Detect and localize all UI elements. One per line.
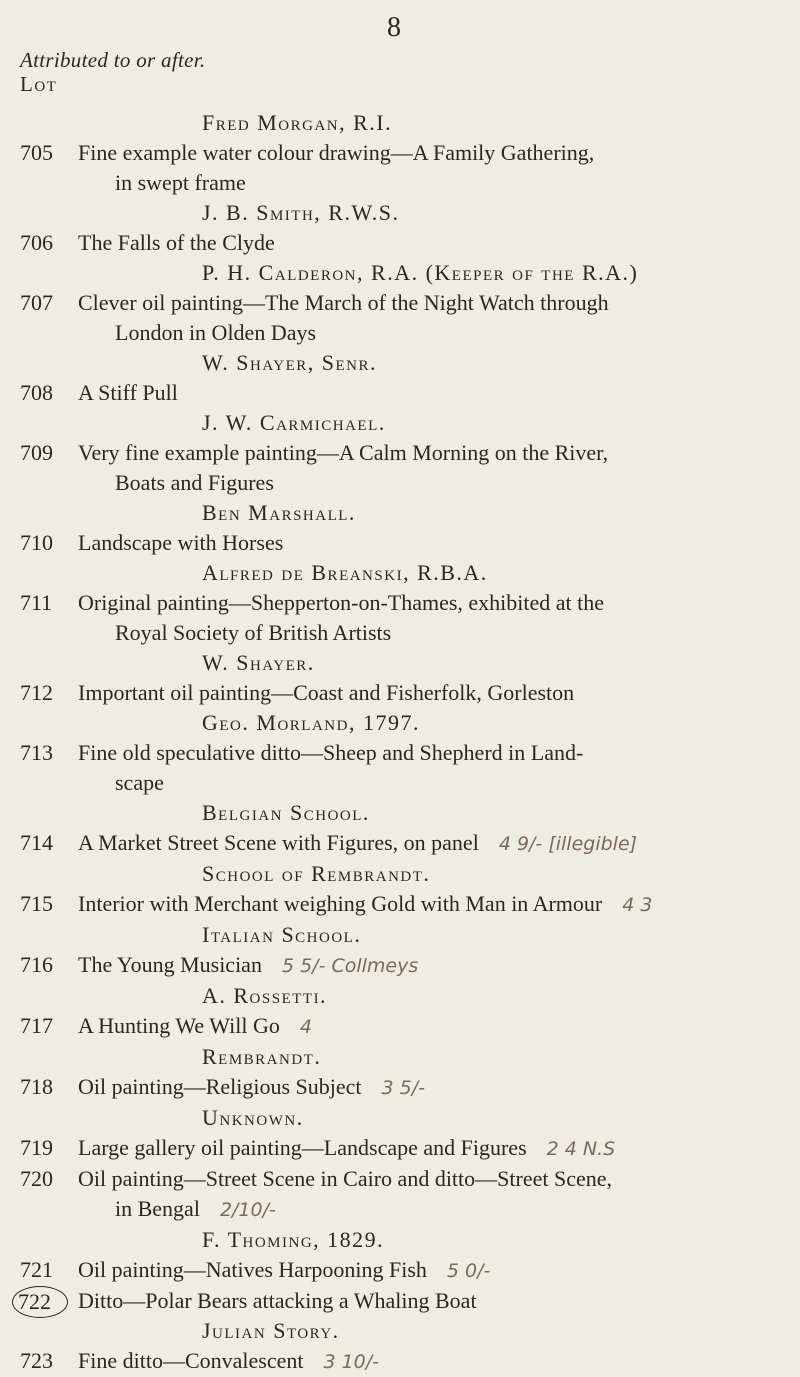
- lot-description: A Hunting We Will Go 4: [78, 1013, 312, 1038]
- lot-description: Clever oil painting—The March of the Night Watch through: [78, 290, 609, 315]
- handwritten-price-note: 2 4 N.S: [546, 1138, 616, 1160]
- lot-description-continued: in Bengal 2/10/-: [115, 1196, 276, 1221]
- lot-number: 713: [20, 740, 53, 765]
- lot-description: Very fine example painting—A Calm Morning on the River,: [78, 440, 609, 465]
- lot-entry: [20, 1255, 780, 1286]
- lot-entry: [20, 528, 780, 558]
- lot-description: A Stiff Pull: [78, 380, 178, 405]
- handwritten-price-note: 5 0/-: [446, 1260, 491, 1282]
- lot-description: Fine example water colour drawing—A Family Gathering,: [78, 140, 595, 165]
- lot-number: 706: [20, 230, 53, 255]
- lot-number: 714: [20, 830, 53, 855]
- lot-entry: [20, 138, 780, 198]
- artist-name: Belgian School.: [202, 800, 370, 825]
- lot-entry: [20, 889, 780, 920]
- artist-name: Alfred de Breanski, R.B.A.: [202, 560, 488, 585]
- lot-description: Oil painting—Street Scene in Cairo and ditto—Street Scene,: [78, 1166, 612, 1191]
- artist-name: Unknown.: [202, 1105, 304, 1130]
- lot-entry: [20, 378, 780, 408]
- handwritten-price-note: 3 10/-: [323, 1351, 380, 1373]
- artist-name: A. Rossetti.: [202, 983, 328, 1008]
- artist-name: W. Shayer.: [202, 650, 315, 675]
- lot-entry: [20, 1072, 780, 1103]
- page-number: 8: [387, 12, 401, 43]
- handwritten-price-note: 4 3: [622, 894, 653, 916]
- lot-entry: [20, 1286, 780, 1316]
- lot-list: [20, 108, 780, 1377]
- lot-number: 723: [20, 1348, 53, 1373]
- handwritten-price-note: 3 5/-: [381, 1077, 426, 1099]
- lot-description: Fine ditto—Convalescent 3 10/-: [78, 1348, 380, 1373]
- artist-name: F. Thoming, 1829.: [202, 1227, 385, 1252]
- lot-entry: [20, 678, 780, 708]
- lot-description: Oil painting—Religious Subject 3 5/-: [78, 1074, 426, 1099]
- lot-number: 716: [20, 952, 53, 977]
- lot-number: 715: [20, 891, 53, 916]
- lot-description: Ditto—Polar Bears attacking a Whaling Boat: [78, 1288, 477, 1313]
- lot-description-continued: Royal Society of British Artists: [115, 620, 392, 645]
- lot-description: Landscape with Horses: [78, 530, 284, 555]
- lot-number: 722: [12, 1286, 68, 1318]
- lot-description: The Young Musician 5 5/- Collmeys: [78, 952, 419, 977]
- lot-description: Original painting—Shepperton-on-Thames, exhibited at the: [78, 590, 605, 615]
- artist-name: Geo. Morland, 1797.: [202, 710, 420, 735]
- lot-description: Oil painting—Natives Harpooning Fish 5 0/-: [78, 1257, 491, 1282]
- artist-name: W. Shayer, Senr.: [202, 350, 378, 375]
- artist-name: Fred Morgan, R.I.: [202, 110, 393, 135]
- lot-entry: [20, 1164, 780, 1225]
- lot-column-label: Lot: [20, 72, 58, 96]
- lot-entry: [20, 738, 780, 798]
- lot-description-continued: London in Olden Days: [115, 320, 317, 345]
- lot-description-continued: Boats and Figures: [115, 470, 274, 495]
- lot-description: Large gallery oil painting—Landscape and Figures 2 4 N.S: [78, 1135, 616, 1160]
- lot-number: 718: [20, 1074, 53, 1099]
- artist-name: J. B. Smith, R.W.S.: [202, 200, 400, 225]
- handwritten-price-note: 2/10/-: [219, 1199, 276, 1221]
- lot-number: 719: [20, 1135, 53, 1160]
- handwritten-price-note: 4: [299, 1016, 312, 1038]
- lot-number: 712: [20, 680, 53, 705]
- section-heading: Attributed to or after.: [20, 48, 206, 72]
- lot-description-continued: scape: [115, 770, 164, 795]
- lot-number: 708: [20, 380, 53, 405]
- lot-description: A Market Street Scene with Figures, on panel 4 9/- [illegible]: [78, 830, 638, 855]
- lot-description: The Falls of the Clyde: [78, 230, 275, 255]
- lot-description: Important oil painting—Coast and Fisherfolk, Gorleston: [78, 680, 575, 705]
- lot-number: 711: [20, 590, 53, 615]
- lot-entry: [20, 228, 780, 258]
- artist-name: Italian School.: [202, 922, 362, 947]
- lot-entry: [20, 438, 780, 498]
- lot-number: 707: [20, 290, 53, 315]
- handwritten-price-note: 5 5/- Collmeys: [281, 955, 419, 977]
- artist-name: J. W. Carmichael.: [202, 410, 386, 435]
- lot-number: 720: [20, 1166, 53, 1191]
- lot-number: 709: [20, 440, 53, 465]
- lot-entry: [20, 1011, 780, 1042]
- lot-description: Interior with Merchant weighing Gold with Man in Armour 4 3: [78, 891, 653, 916]
- lot-number: 717: [20, 1013, 53, 1038]
- lot-entry: [20, 1346, 780, 1377]
- artist-name: Rembrandt.: [202, 1044, 322, 1069]
- artist-name: P. H. Calderon, R.A. (Keeper of the R.A.): [202, 260, 639, 285]
- lot-number: 721: [20, 1257, 53, 1282]
- lot-entry: [20, 288, 780, 348]
- lot-description-continued: in swept frame: [115, 170, 246, 195]
- lot-entry: [20, 828, 780, 859]
- lot-description: Fine old speculative ditto—Sheep and Shepherd in Land-: [78, 740, 584, 765]
- lot-entry: [20, 588, 780, 648]
- lot-number: 705: [20, 140, 53, 165]
- artist-name: Ben Marshall.: [202, 500, 356, 525]
- lot-entry: [20, 950, 780, 981]
- lot-entry: [20, 1133, 780, 1164]
- artist-name: Julian Story.: [202, 1318, 340, 1343]
- handwritten-price-note: 4 9/- [illegible]: [498, 833, 638, 855]
- artist-name: School of Rembrandt.: [202, 861, 431, 886]
- lot-number: 710: [20, 530, 53, 555]
